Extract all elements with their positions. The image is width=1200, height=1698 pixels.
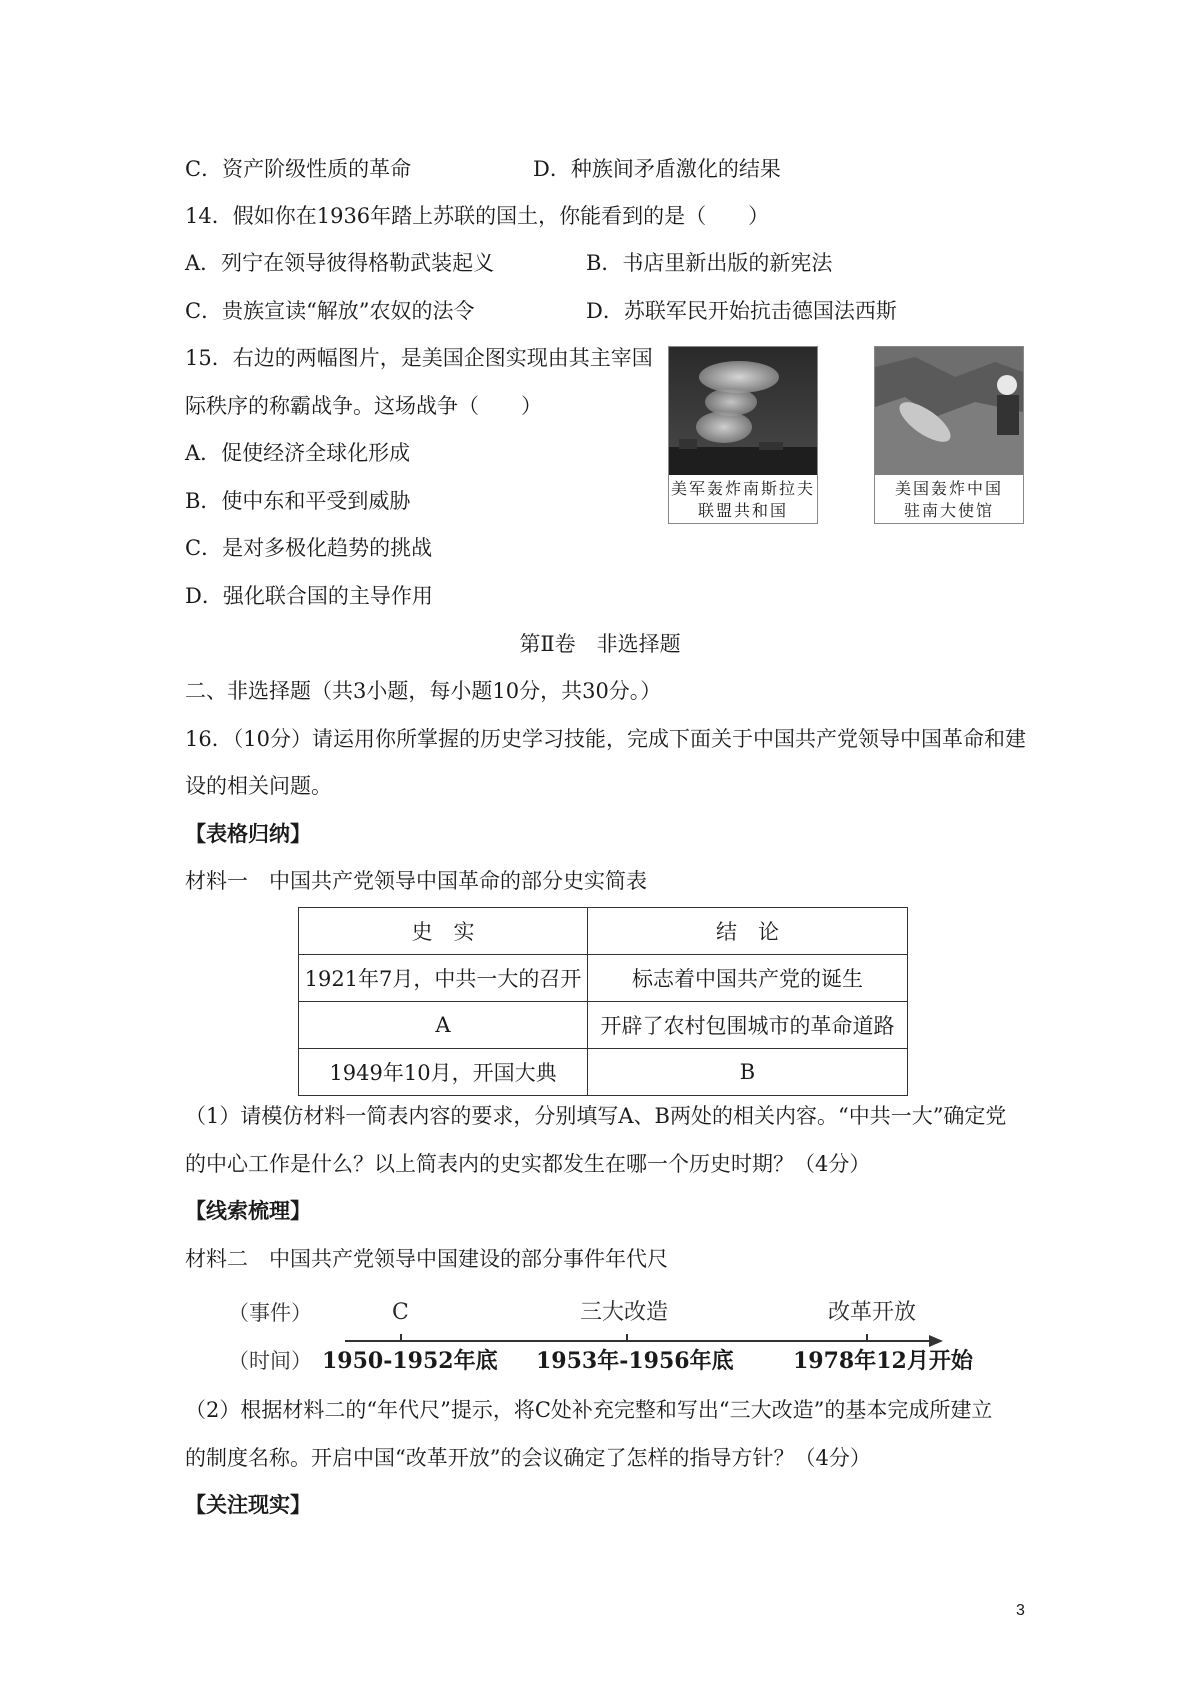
embassy-rubble-image [875, 347, 1023, 475]
q14-option-d: D．苏联军民开始抗击德国法西斯 [586, 299, 897, 323]
q13-option-d: D．种族间矛盾激化的结果 [533, 157, 781, 181]
q15-option-d: D．强化联合国的主导作用 [185, 584, 433, 608]
heading-timeline: 【线索梳理】 [185, 1198, 311, 1223]
timeline-event-label: （事件） [228, 1301, 312, 1325]
material-1-title: 材料一 中国共产党领导中国革命的部分史实简表 [185, 869, 647, 893]
q15-option-b: B．使中东和平受到威胁 [185, 489, 411, 513]
timeline-date-2: 1953年-1956年底 [536, 1348, 734, 1374]
q14-option-b: B．书店里新出版的新宪法 [586, 251, 833, 275]
facts-table [298, 907, 908, 1096]
q15-option-c: C．是对多极化趋势的挑战 [185, 536, 433, 560]
heading-table-summary: 【表格归纳】 [185, 821, 311, 846]
timeline-arrow-icon [929, 1335, 943, 1347]
table-row [299, 1002, 908, 1049]
timeline-event-c: C [392, 1300, 409, 1325]
q15-option-a: A．促使经济全球化形成 [185, 441, 411, 465]
q14-option-c: C．贵族宣读“解放”农奴的法令 [185, 299, 475, 323]
table-cell: 1921年7月，中共一大的召开 [299, 955, 588, 1002]
sub-question-2-line2: 的制度名称。开启中国“改革开放”的会议确定了怎样的指导方针？（4分） [185, 1446, 871, 1470]
section-title: 第Ⅱ卷 非选择题 [519, 632, 681, 656]
timeline-event-reform-opening: 改革开放 [828, 1300, 917, 1325]
page-number: 3 [1016, 1602, 1025, 1619]
photo-embassy-bombing [874, 346, 1024, 524]
q16-stem-line2: 设的相关问题。 [185, 774, 332, 798]
q13-option-c: C．资产阶级性质的革命 [185, 157, 412, 181]
table-cell: 标志着中国共产党的诞生 [588, 955, 908, 1002]
table-header-facts: 史 实 [299, 908, 588, 955]
photo1-caption-line2: 联盟共和国 [697, 501, 788, 520]
table-cell: 开辟了农村包围城市的革命道路 [588, 1002, 908, 1049]
timeline-axis [345, 1340, 933, 1342]
q15-stem-line1: 15．右边的两幅图片，是美国企图实现由其主宰国 [185, 346, 653, 370]
timeline-event-three-transformations: 三大改造 [580, 1300, 669, 1325]
table-cell: B [588, 1049, 908, 1096]
photo1-caption-line1: 美军轰炸南斯拉夫 [670, 479, 815, 498]
table-cell: 1949年10月，开国大典 [299, 1049, 588, 1096]
table-cell: A [299, 1002, 588, 1049]
table-row [299, 1049, 908, 1096]
q15-stem-line2: 际秩序的称霸战争。这场战争（ ） [185, 394, 542, 418]
table-row [299, 955, 908, 1002]
timeline-tick [866, 1334, 868, 1342]
sub-question-1-line2: 的中心工作是什么？以上简表内的史实都发生在哪一个历史时期？（4分） [185, 1152, 871, 1176]
heading-focus-reality: 【关注现实】 [185, 1492, 311, 1517]
section-header: 二、非选择题（共3小题，每小题10分，共30分。） [185, 679, 662, 703]
material-2-title: 材料二 中国共产党领导中国建设的部分事件年代尺 [185, 1247, 668, 1271]
photo2-caption-line2: 驻南大使馆 [903, 501, 994, 520]
table-header-conclusion: 结 论 [588, 908, 908, 955]
timeline-time-label: （时间） [228, 1349, 312, 1373]
sub-question-2-line1: （2）根据材料二的“年代尺”提示，将C处补充完整和写出“三大改造”的基本完成所建立 [185, 1398, 993, 1422]
bombing-smoke-image [669, 347, 817, 475]
timeline-tick [400, 1334, 402, 1342]
photo2-caption-line1: 美国轰炸中国 [894, 479, 1003, 498]
photo-bombing-yugoslavia [668, 346, 818, 524]
q16-stem-line1: 16．（10分）请运用你所掌握的历史学习技能，完成下面关于中国共产党领导中国革命和建 [185, 727, 1026, 751]
q14-option-a: A．列宁在领导彼得格勒武装起义 [185, 251, 495, 275]
table-header-row [299, 908, 908, 955]
q14-stem: 14．假如你在1936年踏上苏联的国土，你能看到的是（ ） [185, 204, 770, 228]
timeline-date-3: 1978年12月开始 [793, 1348, 973, 1374]
timeline-date-1: 1950-1952年底 [322, 1348, 498, 1374]
timeline-tick [626, 1334, 628, 1342]
sub-question-1-line1: （1）请模仿材料一简表内容的要求，分别填写A、B两处的相关内容。“中共一大”确定党 [185, 1104, 1007, 1128]
